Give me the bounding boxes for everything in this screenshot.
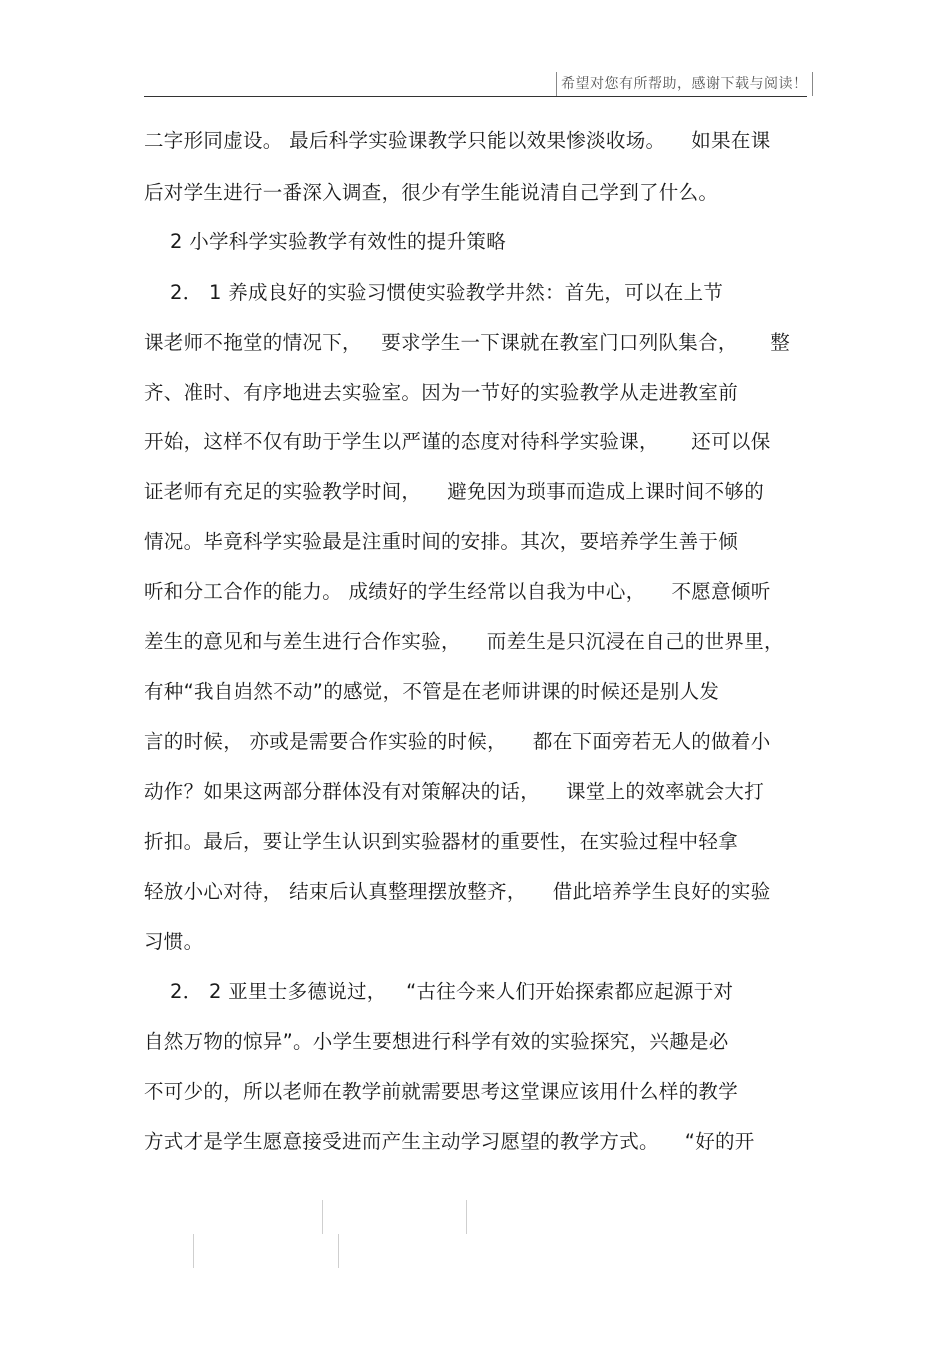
text-line: 2． 2 亚里士多德说过， “古往今来人们开始探索都应起源于对 — [144, 980, 734, 1003]
table-border-fragment — [322, 1200, 323, 1234]
text-line: 后对学生进行一番深入调查，很少有学生能说清自己学到了什么。 — [144, 181, 719, 204]
header-note: 希望对您有所帮助，感谢下载与阅读！ — [556, 72, 813, 96]
table-border-fragment — [466, 1200, 467, 1234]
text-line: 轻放小心对待， 结束后认真整理摆放整齐， 借此培养学生良好的实验 — [144, 880, 771, 903]
text-line: 听和分工合作的能力。 成绩好的学生经常以自我为中心， 不愿意倾听 — [144, 580, 771, 603]
section-heading: 2 小学科学实验教学有效性的提升策略 — [144, 230, 506, 253]
text-line: 方式才是学生愿意接受进而产生主动学习愿望的教学方式。 “好的开 — [144, 1130, 755, 1153]
text-line: 动作？如果这两部分群体没有对策解决的话， 课堂上的效率就会大打 — [144, 780, 764, 803]
text-line: 折扣。最后，要让学生认识到实验器材的重要性，在实验过程中轻拿 — [144, 830, 739, 853]
text-line: 齐、准时、有序地进去实验室。因为一节好的实验教学从走进教室前 — [144, 381, 739, 404]
header-rule — [144, 96, 807, 97]
table-border-fragment — [338, 1234, 339, 1268]
text-line: 不可少的，所以老师在教学前就需要思考这堂课应该用什么样的教学 — [144, 1080, 739, 1103]
text-line: 自然万物的惊异”。小学生要想进行科学有效的实验探究，兴趣是必 — [144, 1030, 729, 1053]
text-line: 言的时候， 亦或是需要合作实验的时候， 都在下面旁若无人的做着小 — [144, 730, 771, 753]
text-line: 证老师有充足的实验教学时间， 避免因为琐事而造成上课时间不够的 — [144, 480, 764, 503]
text-line: 差生的意见和与差生进行合作实验， 而差生是只沉浸在自己的世界里， — [144, 630, 784, 653]
text-line: 有种“我自岿然不动”的感觉，不管是在老师讲课的时候还是别人发 — [144, 680, 720, 703]
text-line: 二字形同虚设。 最后科学实验课教学只能以效果惨淡收场。 如果在课 — [144, 129, 771, 152]
text-line: 2． 1 养成良好的实验习惯使实验教学井然：首先，可以在上节 — [144, 281, 724, 304]
table-border-fragment — [193, 1234, 194, 1268]
text-line: 开始，这样不仅有助于学生以严谨的态度对待科学实验课， 还可以保 — [144, 430, 771, 453]
text-line: 情况。毕竟科学实验最是注重时间的安排。其次，要培养学生善于倾 — [144, 530, 739, 553]
text-line: 课老师不拖堂的情况下， 要求学生一下课就在教室门口列队集合， 整 — [144, 331, 790, 354]
text-line: 习惯。 — [144, 930, 204, 953]
